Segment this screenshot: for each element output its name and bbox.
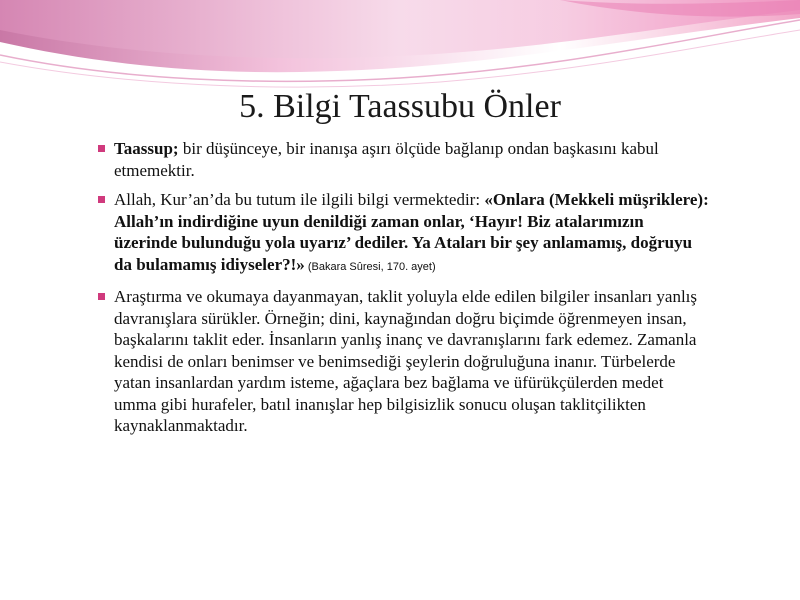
bullet-square-icon [98, 293, 105, 300]
bullet-taassup-definition [98, 138, 710, 181]
quote-intro: Allah, Kur’an’da bu tutum ile ilgili bilgi vermektedir: [114, 190, 485, 209]
slide-title: 5. Bilgi Taassubu Önler [239, 88, 561, 125]
term-taassup: Taassup; [114, 139, 179, 158]
quote-text: «Onlara (Mekkeli müşriklere): Allah’ın indirdiğine uyun denildiği zaman onlar, ‘Hayır! Biz atalarımızın üzerinde bulunduğu yola uyarız’ dediler. Ya Ataları bir şey anlamamış, doğruyu da bulamamış idiyseler?!» [114, 190, 709, 274]
bullet-square-icon [98, 145, 105, 152]
header-wave-banner [0, 0, 800, 95]
bullet-imitation [98, 286, 710, 437]
quote-reference: (Bakara Sûresi, 170. ayet) [304, 260, 436, 273]
bullet-list [98, 138, 710, 445]
imitation-text: Araştırma ve okumaya dayanmayan, taklit yoluyla elde edilen bilgiler insanları yanlış davranışlara sürükler. Örneğin; dini, kaynağından doğru biçimde öğrenmeyen insan, başkalarını taklit eder. İnsanların yanlış inanç ve davranışlarını fark edemez. Zamanla kendisi de onları benimser ve benimsediği şeylerin doğruluğuna inanır. Türbelerde yatan insanlardan yardım isteme, ağaçlara bez bağlama ve üfürükçülerden medet umma gibi hurafeler, batıl inanışlar hep bilgisizlik sonucu oluşan taklitçilikten kaynaklanmaktadır. [114, 287, 698, 435]
definition-text: bir düşünceye, bir inanışa aşırı ölçüde bağlanıp ondan başkasını kabul etmemektir. [114, 139, 659, 180]
bullet-quran-quote [98, 189, 710, 278]
bullet-square-icon [98, 196, 105, 203]
